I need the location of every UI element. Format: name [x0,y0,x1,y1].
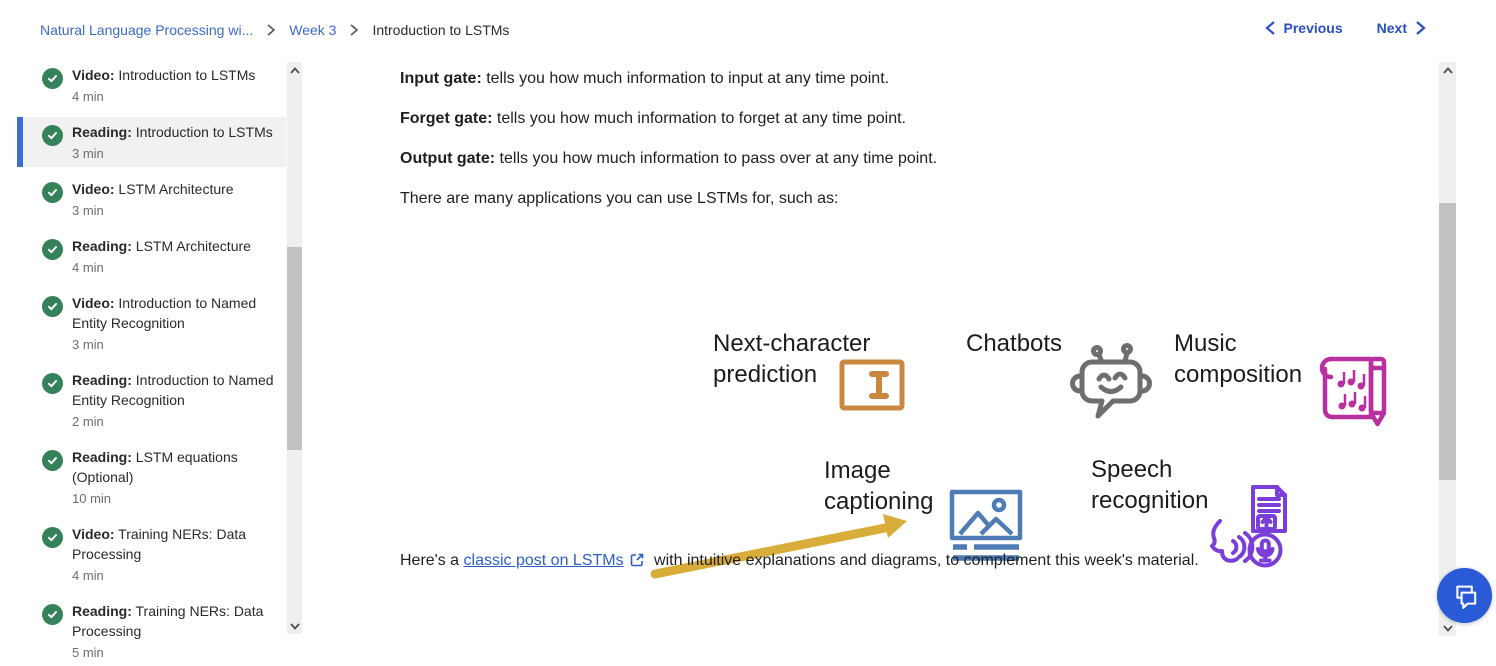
sidebar-list [0,60,302,666]
sidebar-item-name: LSTM equations (Optional) [72,449,238,485]
sidebar-item-title [72,370,274,410]
app-label-music-composition: Music composition [1174,330,1303,388]
completed-check-icon [42,373,63,394]
sidebar-item-title [72,65,274,85]
sidebar-item[interactable] [17,174,286,224]
sidebar-item-name: Training NERs: Data Processing [72,526,247,562]
chevron-right-icon [1415,20,1426,36]
scroll-up-icon[interactable] [1439,62,1456,78]
sidebar-item-kind: Video: [72,181,115,197]
completed-check-icon [42,296,63,317]
content-scrollbar[interactable] [1439,62,1456,636]
sidebar-item-duration: 4 min [72,260,104,275]
next-button[interactable] [1377,20,1426,36]
chat-icon [1448,579,1482,613]
reading-text [302,60,1496,210]
content-paragraph-input-gate [400,68,1326,90]
sidebar-item[interactable] [17,365,286,435]
sidebar-item-name: Introduction to Named Entity Recognition [72,295,257,331]
breadcrumb-link-week[interactable]: Week 3 [289,22,337,38]
paragraph-bold-lead: Output gate: [400,150,496,167]
completed-check-icon [42,182,63,203]
chevron-right-separator-icon [265,23,277,37]
sidebar-item-kind: Reading: [72,238,132,254]
music-scroll-icon [1309,351,1391,429]
sidebar-item-duration: 5 min [72,645,104,660]
breadcrumb-current-page: Introduction to LSTMs [372,22,510,38]
sidebar-item-title [72,447,274,487]
annotation-arrow [647,500,927,590]
sidebar-item-name: Introduction to LSTMs [131,124,273,140]
sidebar-item-kind: Reading: [72,372,132,388]
sidebar-item-kind: Video: [72,526,115,542]
sidebar-item[interactable] [17,60,286,110]
top-navigation-bar [0,0,1496,60]
closing-paragraph [400,550,1199,574]
closing-suffix: with intuitive explanations and diagrams, to complement this week's material. [649,552,1199,569]
sidebar-item-kind: Video: [72,67,115,83]
sidebar-item-name: LSTM Architecture [131,238,251,254]
paragraph-bold-lead: Input gate: [400,70,482,87]
app-label-image-captioning: Image captioning [824,457,934,515]
sidebar-item-title [72,122,274,142]
paragraph-text: There are many applications you can use LSTMs for, such as: [400,190,839,207]
lstm-post-link[interactable]: classic post on LSTMs [463,552,624,569]
sidebar-item-kind: Reading: [72,603,132,619]
sidebar-item-title [72,236,274,256]
sidebar-item[interactable] [17,519,286,589]
sidebar-item-duration: 3 min [72,203,104,218]
sidebar-item-kind: Video: [72,295,115,311]
sidebar-item-title [72,524,274,564]
sidebar-item-duration: 3 min [72,146,104,161]
sidebar-item-name: Training NERs: Data Processing [72,603,264,639]
scroll-down-icon[interactable] [287,618,302,634]
sidebar-item[interactable] [17,288,286,358]
lesson-pager [1265,20,1427,36]
chatbot-robot-icon [1071,343,1151,427]
chevron-left-icon [1265,20,1276,36]
sidebar-item-kind: Reading: [72,124,132,140]
app-label-next-character-prediction: Next-character prediction [713,330,871,388]
sidebar-item-name: Introduction to LSTMs [114,67,256,83]
content-paragraph-output-gate [400,148,1326,170]
paragraph-text: tells you how much information to forget at any time point. [492,110,906,127]
external-link-icon[interactable] [630,552,644,574]
completed-check-icon [42,68,63,89]
content-paragraph-applications-intro [400,188,1326,210]
breadcrumb [40,22,509,38]
breadcrumb-link-course[interactable]: Natural Language Processing wi... [40,22,254,38]
sidebar-item-duration: 2 min [72,414,104,429]
content-scrollbar-thumb[interactable] [1439,203,1456,480]
sidebar-item[interactable] [17,596,286,666]
paragraph-text: tells you how much information to pass over at any time point. [495,150,938,167]
content-paragraph-forget-gate [400,108,1326,130]
completed-check-icon [42,527,63,548]
sidebar-item-name: LSTM Architecture [114,181,234,197]
completed-check-icon [42,239,63,260]
sidebar-item[interactable] [17,117,286,167]
completed-check-icon [42,125,63,146]
paragraph-bold-lead: Forget gate: [400,110,493,127]
sidebar-item[interactable] [17,231,286,281]
sidebar-item-kind: Reading: [72,449,132,465]
sidebar-item-title [72,293,274,333]
paragraph-text: tells you how much information to input at any time point. [481,70,890,87]
chevron-right-separator-icon [348,23,360,37]
app-label-chatbots: Chatbots [966,330,1063,357]
completed-check-icon [42,604,63,625]
next-button-label: Next [1376,20,1407,36]
app-label-speech-recognition: Speech recognition [1091,456,1209,514]
previous-button[interactable] [1265,20,1343,36]
closing-prefix: Here's a [400,552,464,569]
scroll-up-icon[interactable] [287,62,302,78]
text-cursor-icon [839,359,905,411]
scroll-down-icon[interactable] [1439,620,1456,636]
sidebar-scrollbar[interactable] [287,62,302,634]
sidebar-item-duration: 10 min [72,491,112,506]
speech-mic-icon [1203,483,1295,571]
sidebar-item-name: Introduction to Named Entity Recognition [72,372,274,408]
sidebar-item-duration: 4 min [72,568,104,583]
chat-button[interactable] [1437,568,1492,623]
reading-content-area [302,60,1496,636]
course-outline-sidebar [0,60,302,660]
previous-button-label: Previous [1283,20,1343,36]
sidebar-item-title [72,179,274,199]
sidebar-scrollbar-thumb[interactable] [287,247,302,450]
sidebar-item-title [72,601,274,641]
sidebar-item[interactable] [17,442,286,512]
sidebar-item-duration: 3 min [72,337,104,352]
sidebar-item-duration: 4 min [72,89,104,104]
completed-check-icon [42,450,63,471]
